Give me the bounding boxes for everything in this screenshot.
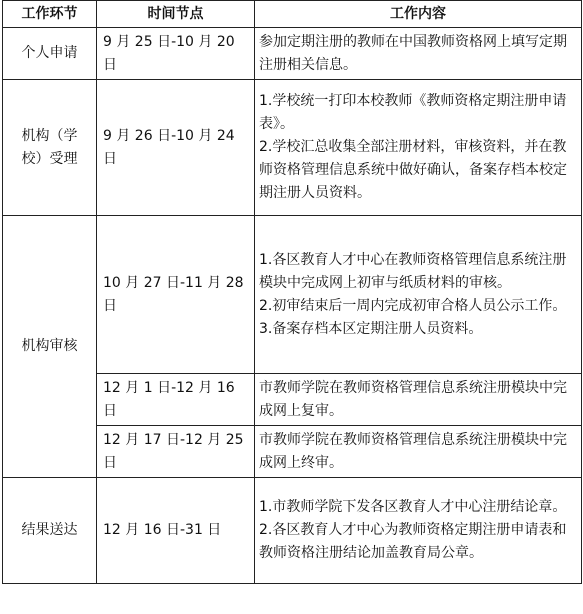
content-cell	[255, 426, 582, 478]
content-item: 2.各区教育人才中心为教师资格定期注册申请表和教师资格注册结论加盖教育局公章。	[259, 522, 567, 561]
stage-cell: 机构（学校）受理	[3, 80, 97, 216]
table-row	[3, 216, 582, 374]
content-cell	[255, 80, 582, 216]
stage-cell: 结果送达	[3, 478, 97, 584]
table-row	[3, 80, 582, 216]
content-item: 1.市教师学院下发各区教育人才中心注册结论章。	[259, 499, 567, 515]
header-stage: 工作环节	[3, 1, 97, 28]
time-cell: 9 月 25 日-10 月 20 日	[97, 28, 255, 80]
header-time: 时间节点	[97, 1, 255, 28]
table-header-row	[3, 1, 582, 28]
registration-schedule-table	[2, 0, 582, 584]
time-cell: 12 月 1 日-12 月 16 日	[97, 374, 255, 426]
stage-cell: 机构审核	[3, 216, 97, 478]
content-item: 市教师学院在教师资格管理信息系统注册模块中完成网上终审。	[259, 431, 567, 471]
content-item: 3.备案存档本区定期注册人员资料。	[259, 320, 483, 337]
content-item: 市教师学院在教师资格管理信息系统注册模块中完成网上复审。	[259, 379, 567, 419]
content-item: 1.各区教育人才中心在教师资格管理信息系统注册模块中完成网上初审与纸质材料的审核。	[259, 251, 567, 291]
content-cell	[255, 374, 582, 426]
time-cell: 10 月 27 日-11 月 28 日	[97, 216, 255, 374]
time-cell: 12 月 17 日-12 月 25 日	[97, 426, 255, 478]
table-row	[3, 28, 582, 80]
header-content: 工作内容	[255, 1, 582, 28]
content-cell	[255, 478, 582, 584]
content-cell	[255, 216, 582, 374]
content-cell	[255, 28, 582, 80]
stage-cell: 个人申请	[3, 28, 97, 80]
content-item: 2.学校汇总收集全部注册材料，审核资料，并在教师资格管理信息系统中做好确认，备案存档本校定期注册人员资料。	[259, 139, 567, 201]
table-row	[3, 478, 582, 584]
time-cell: 9 月 26 日-10 月 24 日	[97, 80, 255, 216]
content-item: 1.学校统一打印本校教师《教师资格定期注册申请表》。	[259, 93, 567, 132]
content-item: 参加定期注册的教师在中国教师资格网上填写定期注册相关信息。	[259, 33, 567, 73]
time-cell: 12 月 16 日-31 日	[97, 478, 255, 584]
content-item: 2.初审结束后一周内完成初审合格人员公示工作。	[259, 297, 567, 314]
